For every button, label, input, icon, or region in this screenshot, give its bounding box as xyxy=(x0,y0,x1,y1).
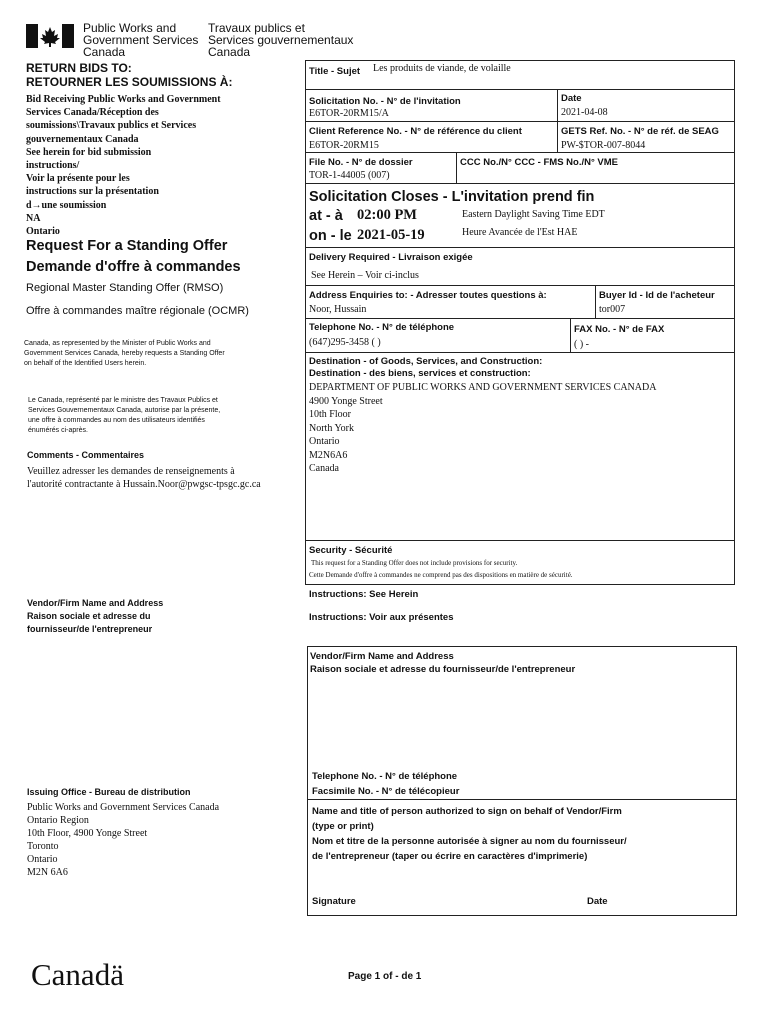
dest-line: 10th Floor xyxy=(309,409,351,420)
issuing-line: 10th Floor, 4900 Yonge Street xyxy=(27,828,148,839)
dest-line: M2N6A6 xyxy=(309,449,348,461)
rmso-fr: Offre à commandes maître régionale (OCMR) xyxy=(26,305,249,317)
instructions-fr: Instructions: Voir aux présentes xyxy=(309,612,454,623)
closes-label: Solicitation Closes - L'invitation prend fin xyxy=(309,189,595,205)
issuing-line: Ontario xyxy=(27,854,58,865)
solicitation-no-label: Solicitation No. - N° de l'invitation xyxy=(309,96,461,107)
solicitation-no-value: E6TOR-20RM15/A xyxy=(309,108,389,119)
request-title-en: Request For a Standing Offer xyxy=(26,238,228,254)
return-line: NA xyxy=(26,212,41,224)
para-line: une offre à commandes au nom des utilisateurs identifiés xyxy=(28,417,205,424)
para-line: Canada, as represented by the Minister of Public Works and xyxy=(24,340,211,347)
authorized-person-label xyxy=(312,804,627,864)
destination-label-en: Destination - of Goods, Services, and Construction: xyxy=(309,356,543,367)
closes-on-value: 2021-05-19 xyxy=(357,227,425,243)
closes-on-label: on - le xyxy=(309,228,352,244)
issuing-line: Ontario Region xyxy=(27,815,89,826)
dest-line: Ontario xyxy=(309,436,340,447)
auth-line: Name and title of person authorized to sign on behalf of Vendor/Firm xyxy=(312,806,622,817)
para-line: énumérés ci-après. xyxy=(28,427,88,434)
dept-fr-line: Services gouvernementaux xyxy=(208,33,354,47)
vendor-box-label-fr: Raison sociale et adresse du fournisseur/de l'entrepreneur xyxy=(310,664,576,675)
client-ref-value: E6TOR-20RM15 xyxy=(309,140,379,151)
dept-en-line: Government Services xyxy=(83,33,199,47)
page-number: Page 1 of - de 1 xyxy=(348,971,422,982)
issuing-office-label: Issuing Office - Bureau de distribution xyxy=(27,787,191,797)
closes-at-value: 02:00 PM xyxy=(357,207,417,223)
request-title-fr: Demande d'offre à commandes xyxy=(26,259,241,275)
issuing-office-address xyxy=(27,801,219,879)
dest-line: DEPARTMENT OF PUBLIC WORKS AND GOVERNMENT SERVICES CANADA xyxy=(309,382,657,393)
return-line: soumissions\Travaux publics et Services xyxy=(26,120,197,132)
date-label: Date xyxy=(561,93,582,104)
para-line: on behalf of the Identified Users herein. xyxy=(24,360,147,367)
vendor-left-line: fournisseur/de l'entrepreneur xyxy=(27,624,153,634)
fax-value: ( ) - xyxy=(574,339,589,350)
signature-label: Signature xyxy=(312,896,356,907)
dept-en-line: Public Works and xyxy=(83,21,177,35)
return-line: Voir la présente pour les xyxy=(26,173,130,185)
closes-at-label: at - à xyxy=(309,208,343,224)
telephone-value: (647)295-3458 ( ) xyxy=(309,337,381,348)
address-enquiries-value: Noor, Hussain xyxy=(309,304,367,315)
issuing-line: Public Works and Government Services Canada xyxy=(27,802,220,813)
department-name-fr xyxy=(208,22,353,58)
return-bids-heading xyxy=(26,61,232,89)
destination-label-fr: Destination - des biens, services et construction: xyxy=(309,368,531,379)
return-line: See herein for bid submission xyxy=(26,146,152,158)
title-value: Les produits de viande, de volaille xyxy=(373,63,511,74)
client-ref-label: Client Reference No. - N° de référence du client xyxy=(309,126,522,137)
return-line: Services Canada/Réception des xyxy=(26,107,159,119)
security-text-en: This request for a Standing Offer does not include provisions for security. xyxy=(311,559,518,567)
issuing-line: Toronto xyxy=(27,841,59,852)
auth-line: Nom et titre de la personne autorisée à signer au nom du fournisseur/ xyxy=(312,836,627,847)
issuing-line: M2N 6A6 xyxy=(27,867,68,878)
canada-wordmark: Canadä xyxy=(31,957,124,992)
fax-label: FAX No. - N° de FAX xyxy=(574,324,665,335)
department-name-en xyxy=(83,22,198,58)
canada-flag-logo xyxy=(26,24,74,48)
return-bids-en: RETURN BIDS TO: xyxy=(26,61,132,75)
vendor-name-address-field[interactable] xyxy=(310,680,733,765)
request-paragraph-fr xyxy=(28,396,298,436)
security-text-fr: Cette Demande d'offre à commandes ne comprend pas des dispositions en matière de sécurité. xyxy=(309,571,573,579)
vendor-left-line: Vendor/Firm Name and Address xyxy=(27,598,164,608)
instructions-en: Instructions: See Herein xyxy=(309,589,419,600)
security-label: Security - Sécurité xyxy=(309,545,393,556)
title-label: Title - Sujet xyxy=(309,66,361,77)
file-no-value: TOR-1-44005 (007) xyxy=(309,170,390,181)
vendor-left-line: Raison sociale et adresse du xyxy=(27,611,151,621)
timezone-en: Eastern Daylight Saving Time EDT xyxy=(462,209,605,220)
dept-fr-line: Travaux publics et xyxy=(208,21,305,35)
comments-line: Veuillez adresser les demandes de renseignements à xyxy=(27,466,235,477)
auth-line: de l'entrepreneur (taper ou écrire en caractères d'imprimerie) xyxy=(312,851,588,862)
return-line: instructions/ xyxy=(26,160,80,172)
vendor-box-label-en: Vendor/Firm Name and Address xyxy=(310,651,454,662)
delivery-label: Delivery Required - Livraison exigée xyxy=(309,252,473,263)
auth-line: (type or print) xyxy=(312,821,374,832)
dept-en-line: Canada xyxy=(83,45,126,59)
request-paragraph-en xyxy=(24,339,294,369)
buyer-id-value: tor007 xyxy=(599,304,626,315)
request-title xyxy=(26,236,241,278)
date-value: 2021-04-08 xyxy=(561,107,608,118)
gets-ref-label: GETS Ref. No. - N° de réf. de SEAG xyxy=(561,126,719,137)
vendor-left-label xyxy=(27,597,163,636)
timezone-fr: Heure Avancée de l'Est HAE xyxy=(462,227,578,238)
vendor-fax-label: Facsimile No. - N° de télécopieur xyxy=(312,786,460,797)
signature-date-label: Date xyxy=(587,896,608,907)
comments-text xyxy=(27,465,261,491)
comments-label: Comments - Commentaires xyxy=(27,450,145,460)
rmso-en: Regional Master Standing Offer (RMSO) xyxy=(26,282,224,294)
dest-line: 4900 Yonge Street xyxy=(309,395,383,407)
gets-ref-value: PW-$TOR-007-8044 xyxy=(561,140,646,151)
vendor-telephone-label: Telephone No. - N° de téléphone xyxy=(312,771,458,782)
return-line: Bid Receiving Public Works and Government xyxy=(26,94,221,105)
dept-fr-line: Canada xyxy=(208,45,251,59)
ccc-label: CCC No./N° CCC - FMS No./N° VME xyxy=(460,157,619,168)
para-line: Le Canada, représenté par le ministre des Travaux Publics et xyxy=(28,397,218,404)
destination-address xyxy=(309,381,656,476)
return-line: d→une soumission xyxy=(26,199,107,211)
address-enquiries-label: Address Enquiries to: - Adresser toutes questions à: xyxy=(309,290,547,301)
para-line: Services Gouvernementaux Canada, autorise par la présente, xyxy=(28,407,221,414)
return-line: Ontario xyxy=(26,226,60,238)
file-no-label: File No. - N° de dossier xyxy=(309,157,413,168)
dest-line: Canada xyxy=(309,463,339,474)
buyer-id-label: Buyer Id - Id de l'acheteur xyxy=(599,290,715,301)
return-bids-address xyxy=(26,93,276,238)
telephone-label: Telephone No. - N° de téléphone xyxy=(309,322,455,333)
return-bids-fr: RETOURNER LES SOUMISSIONS À: xyxy=(26,75,233,89)
dest-line: North York xyxy=(309,422,355,434)
para-line: Government Services Canada, hereby requests a Standing Offer xyxy=(24,350,225,357)
delivery-value: See Herein – Voir ci-inclus xyxy=(311,270,419,281)
return-line: instructions sur la présentation xyxy=(26,186,159,198)
comments-line: l'autorité contractante à Hussain.Noor@pwgsc-tpsgc.gc.ca xyxy=(27,479,261,490)
return-line: gouvernementaux Canada xyxy=(26,133,139,145)
